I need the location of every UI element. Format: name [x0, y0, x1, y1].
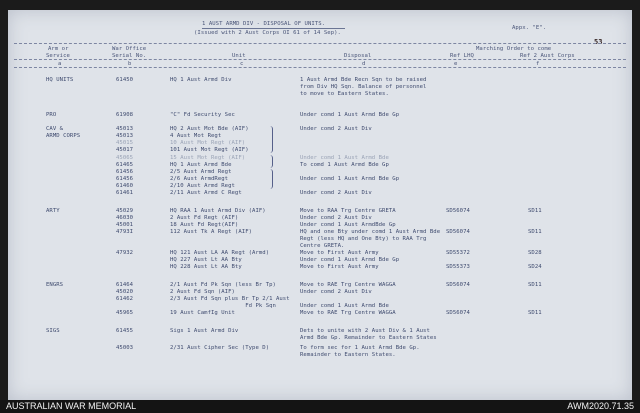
- cell-unit: "C" Fd Security Sec: [170, 112, 235, 118]
- header-serial-2: Serial No.: [112, 53, 147, 59]
- cell-unit: HQ 227 Aust Lt AA Bty: [170, 257, 242, 263]
- cell-serial: 45013: [116, 133, 134, 139]
- cell-arm: ENGRS: [46, 282, 64, 288]
- cell-ref-corps: SD11: [528, 310, 542, 316]
- cell-unit: 18 Aust Fd Regt(AIF): [170, 222, 239, 228]
- cell-disposal: Under comd 2 Aust Div: [300, 289, 372, 295]
- cell-serial: 45003: [116, 345, 134, 351]
- cell-serial: 61456: [116, 176, 134, 182]
- cell-unit: HQ 2 Aust Mot Bde (AIF): [170, 126, 249, 132]
- group-bracket: [270, 169, 273, 189]
- cell-disposal: To form sec for 1 Aust Armd Bde Gp.: [300, 345, 420, 351]
- cell-disposal: Under comd 1 Aust ArmdBde Gp: [300, 222, 396, 228]
- cell-ref-lhq: SD56074: [446, 310, 470, 316]
- cell-unit: 4 Aust Mot Regt: [170, 133, 222, 139]
- document-subtitle: (Issued with 2 Aust Corps OI 61 of 14 Sep).: [194, 30, 341, 36]
- cell-arm: ARMD CORPS: [46, 133, 81, 139]
- cell-serial: 45029: [116, 208, 134, 214]
- header-bottom-rule: [14, 67, 626, 68]
- cell-arm: CAV &: [46, 126, 64, 132]
- archive-footer: [0, 400, 640, 413]
- cell-disposal: Move to RAE Trg Centre WAGGA: [300, 282, 396, 288]
- cell-ref-corps: SD11: [528, 208, 542, 214]
- cell-disposal: Under comd 1 Aust Armd Bde: [300, 155, 389, 161]
- cell-serial: 61460: [116, 183, 134, 189]
- column-letter-d: d: [362, 61, 366, 67]
- cell-unit: Sigs 1 Aust Armd Div: [170, 328, 239, 334]
- cell-unit: 2/10 Aust Armd Regt: [170, 183, 235, 189]
- cell-arm: SIGS: [46, 328, 60, 334]
- cell-disposal: To comd 1 Aust Armd Bde Gp: [300, 162, 389, 168]
- title-underline: [202, 28, 345, 29]
- cell-disposal: Dets to unite with 2 Aust Div & 1 Aust: [300, 328, 430, 334]
- document-page: [8, 10, 632, 400]
- footer-institution: AUSTRALIAN WAR MEMORIAL: [6, 401, 137, 411]
- cell-disposal: Centre GRETA.: [300, 243, 345, 249]
- header-marching: Marching Order to come: [476, 46, 552, 52]
- header-top-rule: [14, 43, 626, 44]
- cell-disposal: Move to First Aust Army: [300, 250, 379, 256]
- column-letter-e: e: [454, 61, 458, 67]
- header-serial-1: War Office: [112, 46, 147, 52]
- cell-disposal: Under comd 1 Aust Armd Bde Gp: [300, 257, 400, 263]
- cell-unit: HQ 1 Aust Armd Div: [170, 77, 232, 83]
- cell-ref-corps: SD28: [528, 250, 542, 256]
- cell-serial: 45015: [116, 140, 134, 146]
- cell-disposal: Armd Bde Gp. Remainder to Eastern States: [300, 335, 437, 341]
- cell-unit: 15 Aust Mot Regt (AIF): [170, 155, 246, 161]
- cell-unit: 2 Aust Fd Sqn (AIF): [170, 289, 235, 295]
- group-bracket: [270, 126, 273, 153]
- cell-serial: 61461: [116, 190, 134, 196]
- cell-unit: 2 Aust Fd Regt (AIF): [170, 215, 239, 221]
- cell-ref-lhq: SD56074: [446, 229, 470, 235]
- cell-disposal: Under comd 2 Aust Div: [300, 215, 372, 221]
- cell-serial: 61455: [116, 328, 134, 334]
- header-arm-1: Arm or: [48, 46, 69, 52]
- cell-unit: 10 Aust Mot Regt (AIF): [170, 140, 246, 146]
- cell-unit: 2/3 Aust Fd Sqn plus Br Tp 2/1 Aust: [170, 296, 290, 302]
- cell-unit: HQ 121 Aust LA AA Regt (Armd): [170, 250, 270, 256]
- cell-disposal: Remainder to Eastern States.: [300, 352, 396, 358]
- column-letter-b: b: [128, 61, 132, 67]
- cell-arm: HQ UNITS: [46, 77, 74, 83]
- cell-unit: 112 Aust Tk A Regt (AIF): [170, 229, 253, 235]
- cell-unit: HQ 1 Aust Armd Bde: [170, 162, 232, 168]
- cell-unit: HQ RAA 1 Aust Armd Div (AIF): [170, 208, 266, 214]
- cell-serial: 45965: [116, 310, 134, 316]
- cell-ref-corps: SD11: [528, 282, 542, 288]
- group-bracket: [270, 155, 273, 168]
- cell-unit: HQ 228 Aust Lt AA Bty: [170, 264, 242, 270]
- cell-serial: 45001: [116, 222, 134, 228]
- cell-unit: 2/11 Aust Armd C Regt: [170, 190, 242, 196]
- cell-disposal: Under comd 1 Aust Armd Bde Gp: [300, 112, 400, 118]
- cell-unit: 2/5 Aust Armd Regt: [170, 169, 232, 175]
- cell-serial: 61462: [116, 296, 134, 302]
- document-title: 1 AUST ARMD DIV - DISPOSAL OF UNITS.: [202, 21, 326, 27]
- cell-serial: 61456: [116, 169, 134, 175]
- cell-serial: 45013: [116, 126, 134, 132]
- cell-disposal: Move to First Aust Army: [300, 264, 379, 270]
- column-letter-a: a: [58, 61, 62, 67]
- cell-disposal: Move to RAA Trg Centre GRETA: [300, 208, 396, 214]
- cell-ref-corps: SD11: [528, 229, 542, 235]
- cell-serial: 61464: [116, 282, 134, 288]
- cell-arm: ARTY: [46, 208, 60, 214]
- cell-disposal: 1 Aust Armd Bde Recn Sqn to be raised: [300, 77, 427, 83]
- cell-ref-lhq: SD56074: [446, 282, 470, 288]
- cell-unit: 101 Aust Mot Regt (AIF): [170, 147, 249, 153]
- cell-disposal: Under comd 2 Aust Div: [300, 126, 372, 132]
- header-mid-rule: [14, 59, 626, 60]
- cell-serial: 61450: [116, 77, 134, 83]
- header-arm-2: Service: [46, 53, 70, 59]
- cell-ref-lhq: SD56074: [446, 208, 470, 214]
- cell-serial: 45017: [116, 147, 134, 153]
- header-ref-lhq: Ref LHQ: [450, 53, 474, 59]
- header-unit: Unit: [232, 53, 246, 59]
- cell-serial: 45020: [116, 289, 134, 295]
- cell-disposal: Under comd 1 Aust Armd Bde Gp: [300, 176, 400, 182]
- reference-mark: 53: [594, 38, 603, 46]
- cell-arm: PRO: [46, 112, 57, 118]
- cell-unit: 2/6 Aust ArmdRegt: [170, 176, 229, 182]
- cell-serial: 4793I: [116, 229, 134, 235]
- cell-unit: 2/31 Aust Cipher Sec (Type D): [170, 345, 270, 351]
- cell-serial: 61908: [116, 112, 134, 118]
- cell-unit: Fd Pk Sqn: [170, 303, 276, 309]
- cell-disposal: to move to Eastern States.: [300, 91, 389, 97]
- cell-disposal: from Div HQ Sqn. Balance of personnel: [300, 84, 427, 90]
- column-letter-f: f: [536, 61, 540, 67]
- cell-disposal: Under comd 1 Aust Armd Bde: [300, 303, 389, 309]
- cell-serial: 47932: [116, 250, 134, 256]
- cell-ref-corps: SD24: [528, 264, 542, 270]
- appendix-label: Appx. "E".: [512, 25, 547, 31]
- cell-unit: 2/1 Aust Fd Pk Sqn (less Br Tp): [170, 282, 276, 288]
- cell-serial: 61465: [116, 162, 134, 168]
- header-ref-corps: Ref 2 Aust Corps: [520, 53, 575, 59]
- cell-serial: 46030: [116, 215, 134, 221]
- cell-disposal: HQ and one Bty under comd 1 Aust Armd Bde: [300, 229, 441, 235]
- header-disposal: Disposal: [344, 53, 372, 59]
- cell-ref-lhq: SD55372: [446, 250, 470, 256]
- footer-accession-number: AWM2020.71.35: [567, 401, 634, 411]
- column-letter-c: c: [240, 61, 244, 67]
- cell-disposal: Regt (less HQ and One Bty) to RAA Trg: [300, 236, 427, 242]
- cell-ref-lhq: SD55373: [446, 264, 470, 270]
- cell-disposal: Under comd 2 Aust Div: [300, 190, 372, 196]
- cell-unit: 19 Aust CamfIg Unit: [170, 310, 235, 316]
- cell-disposal: Move to RAE Trg Centre WAGGA: [300, 310, 396, 316]
- cell-serial: 45065: [116, 155, 134, 161]
